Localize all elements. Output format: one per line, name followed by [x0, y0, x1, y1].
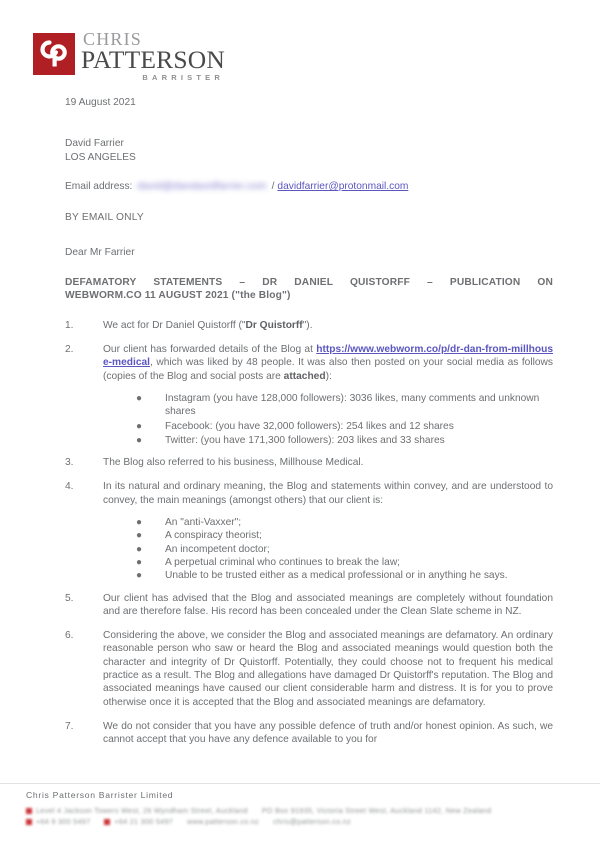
clause-number: 3.	[65, 457, 74, 469]
bullet-icon: ●	[136, 543, 143, 555]
clause-5	[65, 592, 553, 619]
list-item	[103, 420, 553, 433]
bullet-icon: ●	[136, 420, 143, 432]
clause-number: 1.	[65, 319, 74, 331]
clause-number: 5.	[65, 592, 74, 604]
meanings-bullet-list	[103, 516, 553, 582]
clause-text: In its natural and ordinary meaning, the Blog and statements within convey, and are understood to convey, the main meanings (amongst others) that our client is:	[103, 481, 553, 506]
list-item-label: A conspiracy theorist;	[165, 530, 262, 542]
recipient-city: LOS ANGELES	[65, 151, 136, 163]
footer-email: chris@patterson.co.nz	[273, 817, 351, 826]
brand-line-chris: CHRIS	[83, 29, 143, 49]
cp-monogram-icon	[33, 33, 75, 75]
email-label: Email address:	[65, 181, 133, 193]
clause-number: 2.	[65, 344, 74, 356]
recipient-name: David Farrier	[65, 138, 124, 150]
list-item	[103, 392, 553, 419]
clause-list	[65, 319, 553, 747]
footer-contact-row	[26, 816, 578, 827]
footer-phone: +64 9 300 5497	[36, 817, 91, 826]
email-separator: /	[271, 181, 275, 193]
clause-number: 6.	[65, 630, 74, 642]
letter-date: 19 August 2021	[65, 97, 136, 108]
list-item-label: An incompetent doctor;	[165, 543, 270, 555]
bullet-icon: ●	[136, 570, 143, 582]
footer-street-address: Level 4 Jackson Towers West, 26 Wyndham Street, Auckland	[36, 806, 248, 815]
brand-wordmark	[81, 31, 225, 83]
list-item-label: An "anti-Vaxxer";	[165, 517, 242, 529]
list-item	[103, 569, 553, 582]
footer-contact-details	[26, 805, 578, 827]
clause-text-part: , which was liked by 48 people. It was also then posted on your social media as follows (copies of the Blog and social posts are	[103, 357, 553, 382]
letter-body	[65, 96, 553, 758]
brand-line-barrister: BARRISTER	[142, 73, 224, 82]
list-item-label: Unable to be trusted either as a medical professional or in anything he says.	[165, 570, 508, 582]
delivery-note: BY EMAIL ONLY	[65, 212, 144, 224]
clause-text: We do not consider that you have any possible defence of truth and/or honest opinion. As such, we cannot accept that you have any defence available to you for	[103, 720, 553, 746]
brand-line-patterson: PATTERSON	[81, 45, 225, 74]
letter-footer	[0, 783, 600, 826]
bullet-icon: ●	[136, 434, 143, 446]
clause-text-part: We act for Dr Daniel Quistorff ("	[103, 319, 246, 331]
letterhead	[33, 29, 225, 83]
list-item-label: Instagram (you have 128,000 followers): 3036 likes, many comments and unknown shares	[165, 393, 540, 418]
clause-3	[65, 456, 553, 469]
clause-1	[65, 319, 553, 332]
list-item	[103, 543, 553, 556]
email-address-line	[65, 180, 553, 193]
clause-text-part: ").	[302, 319, 313, 331]
bullet-icon: ●	[136, 556, 143, 568]
salutation: Dear Mr Farrier	[65, 247, 135, 259]
list-item-label: A perpetual criminal who continues to break the law;	[165, 556, 401, 568]
list-item-label: Twitter: (you have 171,300 followers): 203 likes and 33 shares	[165, 434, 445, 446]
list-item	[103, 516, 553, 529]
clause-defined-term: Dr Quistorff	[245, 319, 303, 331]
clause-2	[65, 343, 553, 447]
footer-website: www.patterson.co.nz	[187, 817, 260, 826]
social-media-bullet-list	[103, 392, 553, 447]
clause-text-part: ):	[325, 370, 332, 382]
subject-heading	[65, 276, 553, 303]
bullet-icon: ●	[136, 393, 143, 404]
list-item	[103, 434, 553, 447]
list-item	[103, 529, 553, 542]
clause-text: Our client has advised that the Blog and associated meanings are completely without foundation and are therefore false. His record has been concealed under the Clean Slate scheme in NZ.	[103, 592, 553, 617]
mobile-icon	[104, 819, 110, 825]
footer-company-name: Chris Patterson Barrister Limited	[26, 790, 174, 800]
footer-mobile: +64 21 300 5497	[114, 817, 174, 826]
bullet-icon: ●	[136, 530, 143, 542]
clause-text: The Blog also referred to his business, Millhouse Medical.	[103, 457, 364, 469]
clause-emphasis: attached	[283, 370, 326, 382]
phone-icon	[26, 819, 32, 825]
clause-4	[65, 480, 553, 582]
footer-postal-address: PO Box 91935, Victoria Street West, Auckland 1142, New Zealand	[261, 806, 492, 815]
location-pin-icon	[26, 808, 32, 814]
clause-7	[65, 720, 553, 747]
bullet-icon: ●	[136, 517, 143, 529]
clause-6	[65, 629, 553, 709]
footer-address-row	[26, 805, 578, 816]
clause-text: Considering the above, we consider the Blog and associated meanings are defamatory. An ordinary reasonable person who saw or heard the Blog and associated meanings would question both the character and integrity of Dr Quistorff. Potentially, they could choose not to frequent his medical practice as a result. The Blog and allegations have damaged Dr Quistorff's reputation. The Blog and associated meanings have caused our client considerable harm and distress. It is for you to prove otherwise once it is accepted that the Blog and associated meanings are defamatory.	[103, 630, 553, 708]
subject-heading-line1: DEFAMATORY STATEMENTS – DR DANIEL QUISTORFF – PUBLICATION ON	[65, 276, 553, 288]
subject-heading-line2: WEBWORM.CO 11 AUGUST 2021 ("the Blog")	[65, 290, 291, 302]
addressee-block	[65, 137, 553, 164]
clause-text-part: Our client has forwarded details of the Blog at	[103, 344, 317, 356]
blog-url-link[interactable]: https://www.webworm.co/p/dr-dan-from-millhouse-medical	[103, 344, 553, 369]
redacted-email-address: david@dandavidfarrier.com	[137, 181, 267, 193]
clause-number: 7.	[65, 720, 74, 732]
list-item-label: Facebook: (you have 32,000 followers): 254 likes and 12 shares	[165, 420, 454, 432]
list-item	[103, 556, 553, 569]
email-link[interactable]: davidfarrier@protonmail.com	[277, 181, 409, 193]
clause-number: 4.	[65, 481, 74, 493]
